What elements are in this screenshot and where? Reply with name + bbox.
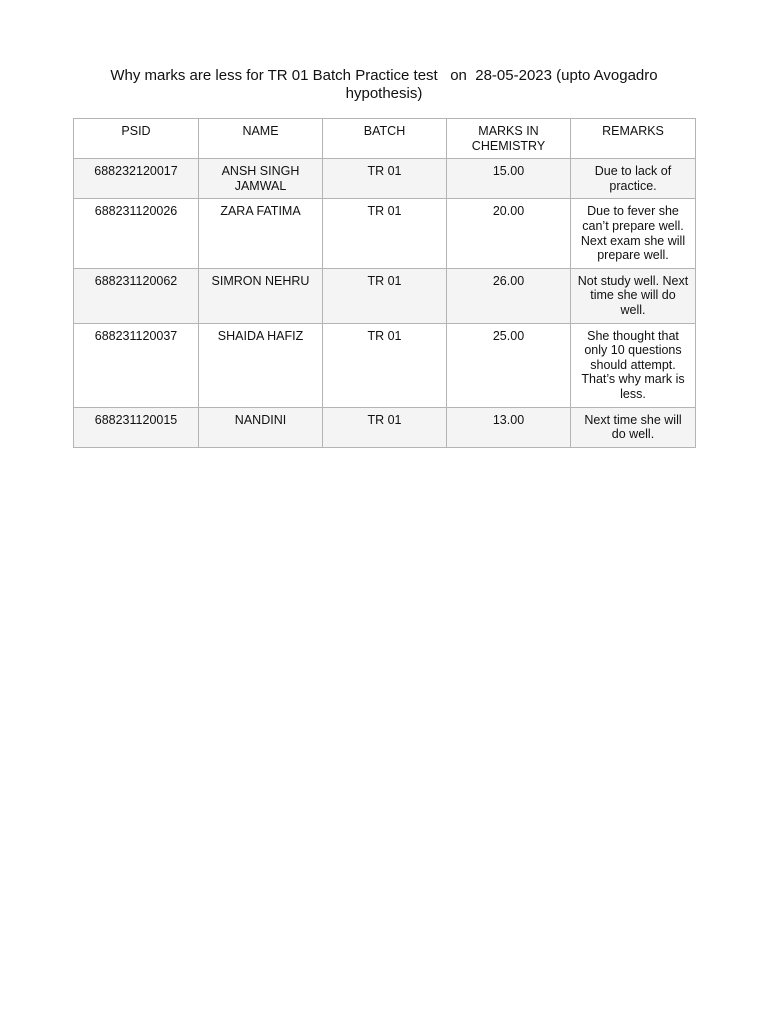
cell-remarks: Due to lack of practice. bbox=[571, 159, 696, 199]
cell-marks: 20.00 bbox=[447, 199, 571, 268]
table-row bbox=[74, 323, 696, 407]
cell-batch: TR 01 bbox=[323, 199, 447, 268]
table-header-row bbox=[74, 119, 696, 159]
table-row bbox=[74, 268, 696, 323]
cell-name: SIMRON NEHRU bbox=[199, 268, 323, 323]
cell-batch: TR 01 bbox=[323, 159, 447, 199]
cell-name: NANDINI bbox=[199, 407, 323, 447]
cell-marks: 15.00 bbox=[447, 159, 571, 199]
cell-psid: 688232120017 bbox=[74, 159, 199, 199]
cell-psid: 688231120062 bbox=[74, 268, 199, 323]
cell-marks: 26.00 bbox=[447, 268, 571, 323]
header-batch: BATCH bbox=[323, 119, 447, 159]
cell-marks: 13.00 bbox=[447, 407, 571, 447]
header-remarks: REMARKS bbox=[571, 119, 696, 159]
cell-remarks: She thought that only 10 questions should attempt. That’s why mark is less. bbox=[571, 323, 696, 407]
cell-name: ZARA FATIMA bbox=[199, 199, 323, 268]
cell-name: SHAIDA HAFIZ bbox=[199, 323, 323, 407]
header-name: NAME bbox=[199, 119, 323, 159]
cell-batch: TR 01 bbox=[323, 407, 447, 447]
document-title: Why marks are less for TR 01 Batch Practice test on 28-05-2023 (upto Avogadro hypothesis) bbox=[110, 67, 662, 102]
cell-psid: 688231120015 bbox=[74, 407, 199, 447]
cell-batch: TR 01 bbox=[323, 268, 447, 323]
table-row bbox=[74, 199, 696, 268]
cell-marks: 25.00 bbox=[447, 323, 571, 407]
cell-remarks: Next time she will do well. bbox=[571, 407, 696, 447]
cell-remarks: Due to fever she can’t prepare well. Next exam she will prepare well. bbox=[571, 199, 696, 268]
table-row bbox=[74, 407, 696, 447]
header-marks: MARKS IN CHEMISTRY bbox=[447, 119, 571, 159]
header-psid: PSID bbox=[74, 119, 199, 159]
cell-remarks: Not study well. Next time she will do well. bbox=[571, 268, 696, 323]
cell-batch: TR 01 bbox=[323, 323, 447, 407]
marks-table bbox=[73, 118, 696, 448]
cell-name: ANSH SINGH JAMWAL bbox=[199, 159, 323, 199]
table-row bbox=[74, 159, 696, 199]
cell-psid: 688231120026 bbox=[74, 199, 199, 268]
cell-psid: 688231120037 bbox=[74, 323, 199, 407]
